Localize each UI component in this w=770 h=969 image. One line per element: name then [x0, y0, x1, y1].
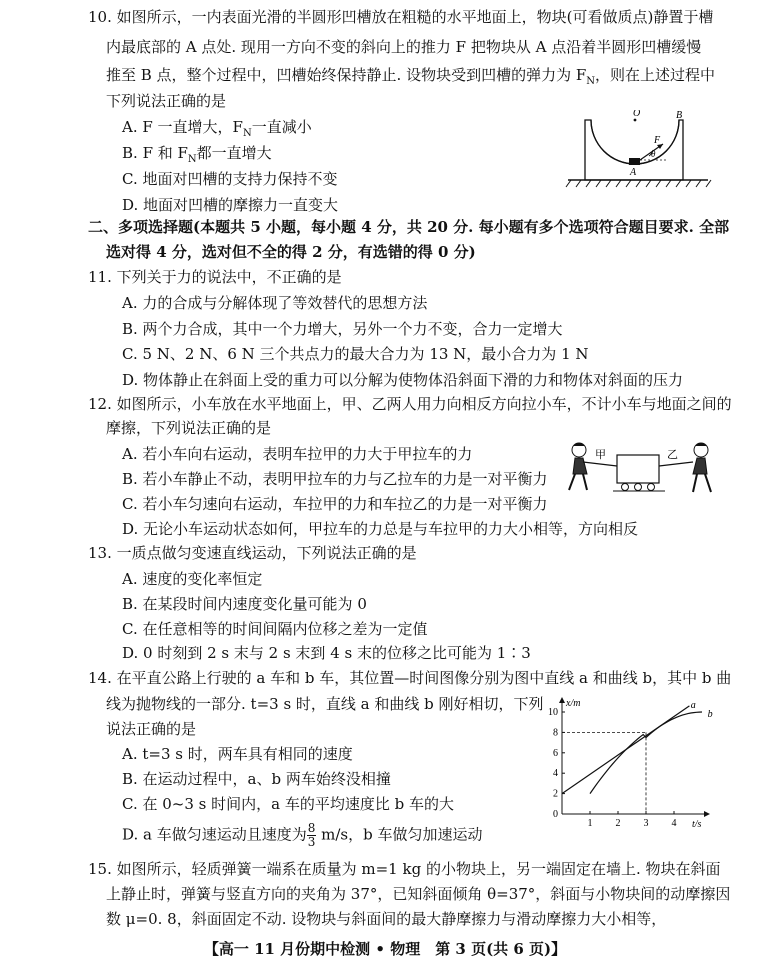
q14-stem-line1: 14. 在平直公路上行驶的 a 车和 b 车，其位置—时间图像分别为图中直线 a 和曲线 b，其中 b 曲: [88, 669, 732, 687]
q13-option-b: B. 在某段时间内速度变化量可能为 0: [122, 595, 367, 613]
y-tick-label: 0: [553, 809, 558, 820]
q10-option-d: D. 地面对凹槽的摩擦力一直变大: [122, 196, 339, 214]
q14-xt-chart: [540, 694, 720, 829]
q15-stem-line3: 数 μ=0. 8，斜面固定不动. 设物块与斜面间的最大静摩擦力与滑动摩擦力大小相等，: [106, 910, 667, 928]
q14-option-b: B. 在运动过程中，a、b 两车始终没相撞: [122, 770, 391, 788]
q10-label-a: A: [630, 167, 637, 178]
y-tick-label: 4: [553, 768, 558, 780]
q11-option-b: B. 两个力合成，其中一个力增大，另外一个力不变，合力一定增大: [122, 320, 563, 338]
q14-stem-line3: 说法正确的是: [106, 720, 197, 738]
q12-label-yi: 乙: [667, 448, 678, 461]
q13-stem: 13. 一质点做匀变速直线运动，下列说法正确的是: [88, 544, 417, 562]
y-axis-label: x/m: [566, 698, 581, 709]
q14-option-d: D. a 车做匀速运动且速度为 $\frac{8}{3}$ m/s，b 车做匀加速运动: [122, 821, 483, 849]
q13-option-a: A. 速度的变化率恒定: [122, 570, 263, 588]
q10-groove-figure: [563, 110, 713, 190]
q10-option-b: B. F 和 $F_N$都一直增大: [122, 144, 272, 165]
section2-heading-line1: 二、多项选择题(本题共 5 小题，每小题 4 分，共 20 分. 每小题有多个选项符合题目要求. 全部: [88, 218, 730, 236]
q10-label-theta: θ: [651, 149, 656, 159]
x-tick-label: 2: [615, 818, 621, 829]
q10-label-o: O: [633, 110, 641, 119]
q15-stem-line2: 上静止时，弹簧与竖直方向的夹角为 37°，已知斜面倾角 θ=37°，斜面与小物块间的动摩擦因: [106, 885, 731, 903]
q10-option-a: A. F 一直增大，$F_N$一直减小: [122, 118, 312, 139]
q12-option-b: B. 若小车静止不动，表明甲拉车的力与乙拉车的力是一对平衡力: [122, 470, 548, 488]
y-tick-label: 10: [548, 707, 558, 718]
q10-option-c: C. 地面对凹槽的支持力保持不变: [122, 170, 338, 188]
q12-option-a: A. 若小车向右运动，表明车拉甲的力大于甲拉车的力: [122, 445, 473, 463]
q12-stem-line2: 摩擦，下列说法正确的是: [106, 419, 272, 437]
q10-stem-line4: 下列说法正确的是: [106, 92, 227, 110]
q11-option-c: C. 5 N、2 N、6 N 三个共点力的最大合力为 13 N，最小合力为 1 N: [122, 345, 589, 363]
q15-stem-line1: 15. 如图所示，轻质弹簧一端系在质量为 m=1 kg 的小物块上，另一端固定在墙上. 物块在斜面: [88, 860, 721, 878]
q14-fraction: $\frac{8}{3}$: [307, 821, 316, 849]
y-tick-label: 8: [553, 727, 558, 739]
x-tick-label: 3: [643, 818, 649, 829]
series-b-label: b: [707, 709, 713, 721]
q10-label-b: B: [676, 110, 683, 121]
q12-cart: [617, 455, 659, 483]
x-tick-label: 1: [587, 818, 593, 829]
x-axis-label: t/s: [692, 819, 702, 829]
q14-stem-line2: 线为抛物线的一部分. t=3 s 时，直线 a 和曲线 b 刚好相切，下列: [106, 695, 544, 713]
q13-option-c: C. 在任意相等的时间间隔内位移之差为一定值: [122, 620, 428, 638]
q13-option-d: D. 0 时刻到 2 s 末与 2 s 末到 4 s 末的位移之比可能为 1∶3: [122, 644, 531, 662]
x-tick-label: 4: [671, 818, 677, 829]
y-tick-label: 6: [553, 747, 558, 759]
q12-option-c: C. 若小车匀速向右运动，车拉甲的力和车拉乙的力是一对平衡力: [122, 495, 548, 513]
q11-stem: 11. 下列关于力的说法中，不正确的是: [88, 268, 342, 286]
q12-cart-figure: [565, 440, 715, 502]
q14-option-a: A. t=3 s 时，两车具有相同的速度: [122, 745, 353, 763]
q10-label-f: F: [654, 135, 661, 146]
q10-stem-line2: 内最底部的 A 点处. 现用一方向不变的斜向上的推力 F 把物块从 A 点沿着半圆形凹槽缓慢: [106, 38, 702, 56]
q14-option-c: C. 在 0~3 s 时间内，a 车的平均速度比 b 车的大: [122, 795, 454, 813]
series-a-label: a: [690, 699, 696, 711]
q12-option-d: D. 无论小车运动状态如何，甲拉车的力总是与车拉甲的力大小相等，方向相反: [122, 520, 639, 538]
q11-option-a: A. 力的合成与分解体现了等效替代的思想方法: [122, 294, 428, 312]
section2-heading-line2: 选对得 4 分，选对但不全的得 2 分，有选错的得 0 分): [106, 243, 476, 261]
q10-stem-line1: 10. 如图所示，一内表面光滑的半圆形凹槽放在粗糙的水平地面上，物块(可看做质点)静置于槽: [88, 8, 714, 26]
q10-stem-line3: 推至 B 点，整个过程中，凹槽始终保持静止. 设物块受到凹槽的弹力为 $F_N$，则在上述过程中: [106, 66, 716, 87]
y-tick-label: 2: [553, 788, 558, 800]
q12-stem-line1: 12. 如图所示，小车放在水平地面上，甲、乙两人用力向相反方向拉小车，不计小车与地面之间的: [88, 395, 732, 413]
page-footer: 【高一 11 月份期中检测 • 物理 第 3 页(共 6 页)】: [203, 940, 567, 958]
q12-label-jia: 甲: [595, 448, 606, 461]
q11-option-d: D. 物体静止在斜面上受的重力可以分解为使物体沿斜面下滑的力和物体对斜面的压力: [122, 371, 684, 389]
